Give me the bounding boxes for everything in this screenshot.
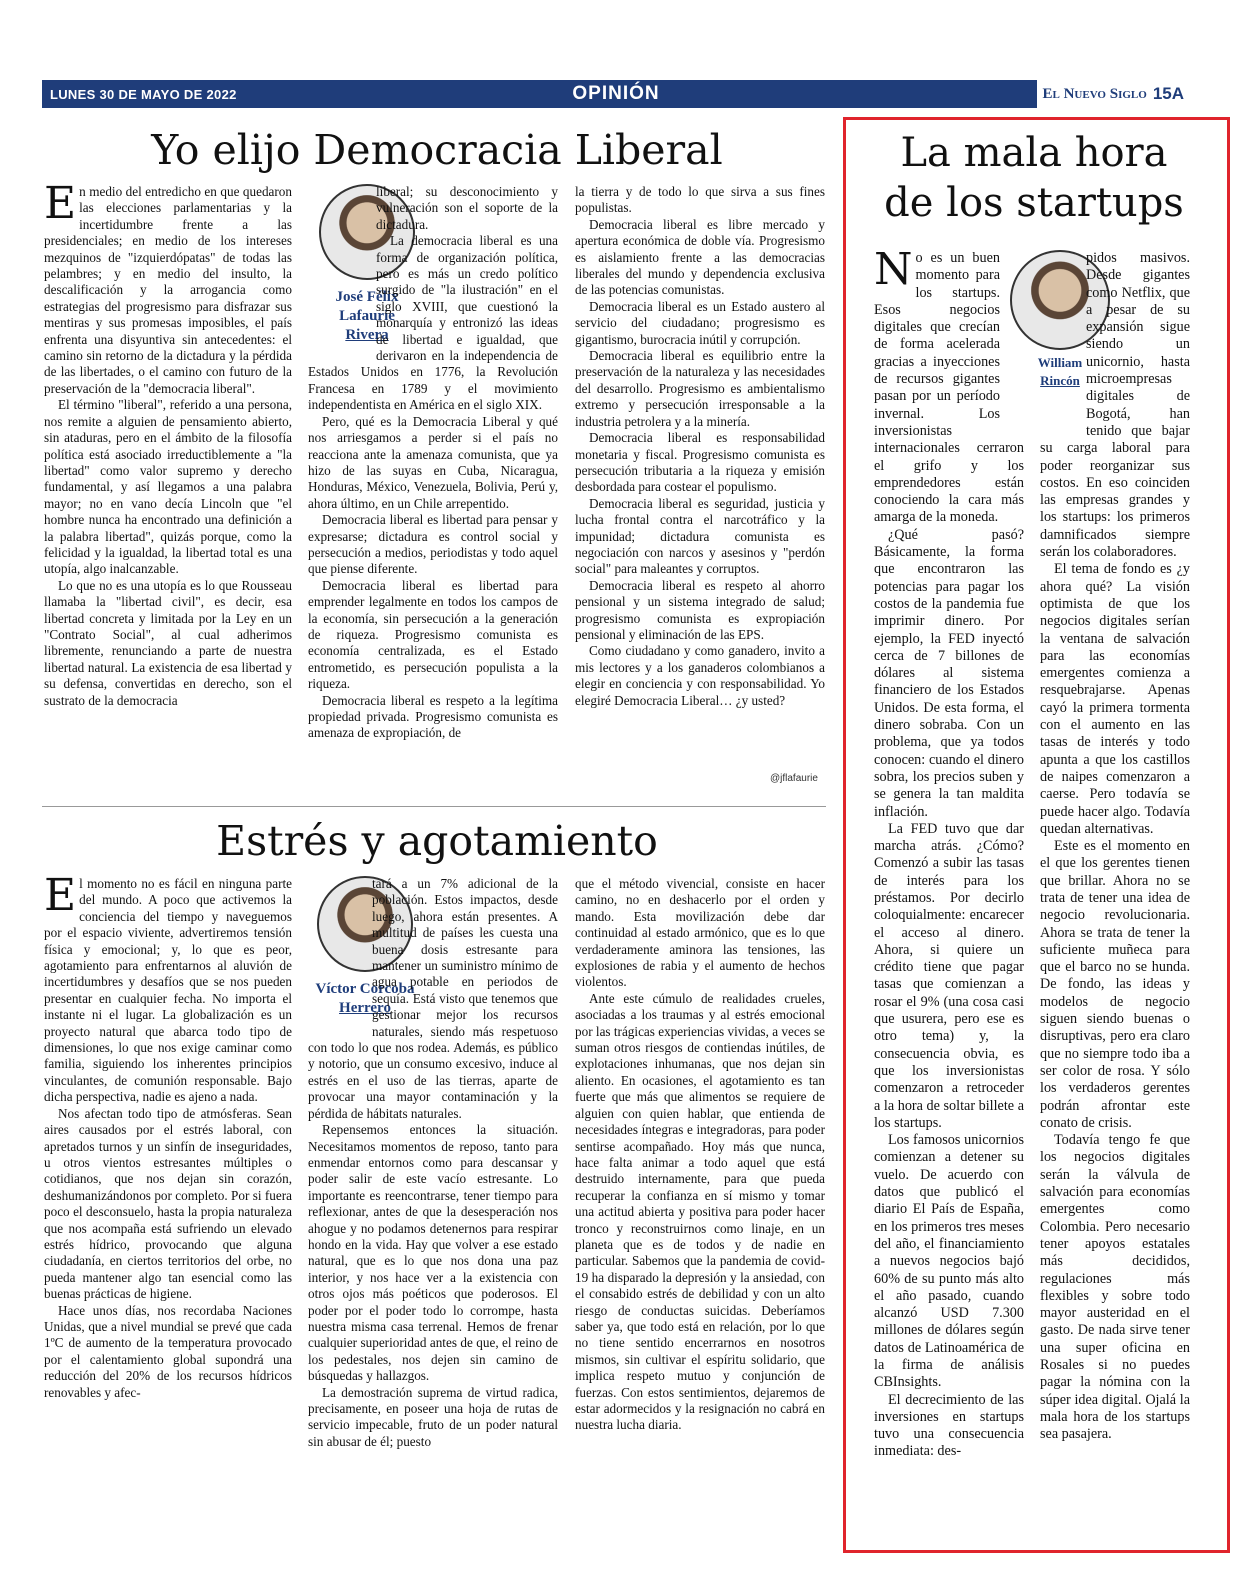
photo-spacer [292,184,376,354]
paragraph: La demostración suprema de virtud radica, precisamente, en poseer una hoja de rutas de servicio impecable, fruto de un poder natural sin abusar de él; puesto [308,1384,558,1449]
paragraph: Como ciudadano y como ganadero, invito a mis lectores y a los ganaderos colombianos a elegir en conciencia y con responsabilidad. Yo elegiré Democracia Liberal… ¿y usted? [575,643,825,708]
page-number: 15A [1152,84,1184,103]
paragraph: La FED tuvo que dar marcha atrás. ¿Cómo? Comenzó a subir las tasas de interés para los préstamos. Por decirlo coloquialmente: encarecer el acceso al dinero. Ahora, si quiere un crédito tiene que pagar tasas que comienzan a rosar el 9% (una cosa casi que usurera, pero ese es otro tema) y, la consecuencia obvia, es que los inversionistas comenzaron a retroceder a la hora de soltar billete a los startups. [874,820,1024,1131]
paragraph: Este es el momento en el que los gerentes tienen que brillar. Ahora no se trata de tener una idea de negocio revolucionaria. Ahora se trata de tener la suficiente muñeca para que el barco no se hunda. De fondo, las ideas y modelos de negocio siguen siendo buenas o disruptivas, pero era claro que no siempre todo iba a ser color de rosa. Y sólo los verdaderos gerentes podrán afrontar este conato de crisis. [1040,838,1190,1131]
paragraph: Democracia liberal es libertad para emprender legalmente en todos los campos de la economía, sin persecución a la generación de riqueza. Progresismo comunista es economía centralizada, es el Estado entrometido, es persecución populista a la riqueza. [308,577,558,692]
paragraph: Lo que no es una utopía es lo que Rousseau llamaba la "libertad civil", es decir, esa libertad concreta y limitada por la Ley en un "Contrato Social", al cual adherimos libremente, renunciando a parte de nuestra libertad natural. La existencia de esa libertad y su defensa, convertidas en derecho, son el sustrato de la democracia [44,577,292,708]
masthead [1037,80,1191,108]
paragraph: que el método vivencial, consiste en hacer camino, no en deshacerlo por el orden y mando. Esta movilización debe dar continuidad al estado armónico, que es lo que verdaderamente aminora las tensiones, las explosiones de rabia y el aumento de hechos violentos. [575,876,825,990]
paper-name: El Nuevo Siglo [1042,85,1147,102]
article-3-column-2 [1040,250,1190,1443]
article-2-column-1 [44,870,415,1401]
section-title: OPINIÓN [572,83,660,104]
photo-spacer [1038,250,1086,436]
paragraph: Pero, qué es la Democracia Liberal y qué nos arriesgamos a perder si el país no reacciona ante la amenaza comunista, que ya hizo de las suyas en Cuba, Nicaragua, Honduras, México, Venezuela, Bolivia, Perú y, ahora último, en un Chile arrepentido. [308,413,558,511]
paragraph: tará a un 7% adicional de la población. Estos impactos, desde luego, ahora están presentes. A multitud de países les cuesta una buena dosis estresante para mantener un suministro mínimo de agua potable en periodos de sequía. Está visto que tenemos que gestionar mejor los recursos naturales, siendo más respetuoso con todo lo que nos rodea. Además, es público y notorio, que un consumo excesivo, induce al estrés en el uso de las tierras, aparte de provocar una mayor contaminación y la pérdida de hábitats naturales. [308,876,558,1121]
paragraph: pidos masivos. Desde gigantes como Netflix, que a pesar de su expansión sigue siendo un unicornio, hasta microempresas digitales de Bogotá, han tenido que bajar su carga laboral para poder reorganizar sus costos. En eso coinciden las empresas grandes y los startups: los primeros damnificados siempre serán los colaboradores. [1040,250,1190,561]
paragraph: o es un buen momento para los startups. Esos negocios digitales que crecían de forma acelerada gracias a inyecciones de recursos gigantes pasan por un período invernal. Los inversionistas internacionales cerraron el grifo y los emprendedores están conociendo la cara más amarga de la moneda. [874,250,1024,526]
paragraph: n medio del entredicho en que quedaron las elecciones parlamentarias y la incertidumbre frente a las presidenciales; en medio de los intereses mezquinos de "izquierdópatas" de todas las pelambres; y en medio del insulto, la descalificación y la arrogancia como estrategias del progresismo para disfrazar sus mentiras y sus promesas imposibles, el país enfrenta una disyuntiva sin antecedentes: el camino sin retorno de la dictadura y la pérdida de las libertades, o el camino con futuro de la preservación de la "democracia liberal". [44,184,292,396]
article-2-column-3 [575,876,825,1434]
paragraph: Democracia liberal es un Estado austero al servicio del ciudadano; progresismo es gigantismo, burocracia inútil y corrupción. [575,298,825,347]
paragraph: l momento no es fácil en ninguna parte del mundo. A poco que activemos la conciencia del tiempo y naveguemos por el espacio viviente, advertiremos tensión física y emocional; y, lo que es peor, agotamiento para enfrentarnos al aluvión de incertidumbres y desafíos que se nos pueden presentar en cualquier fecha. No importa el instante ni el lugar. La globalización es un proyecto natural que abarca todo tipo de dimensiones, lo que nos exige caminar como familia, siguiendo los inherentes principios vinculantes, de comunión responsable. Bajo dicha perspectiva, nadie es ajeno a nada. [44,876,292,1105]
paragraph: Democracia liberal es libertad para pensar y expresarse; dictadura es control social y persecución a medios, periodistas y todo aquel que piense diferente. [308,512,558,577]
article-2-column-2 [308,876,558,1450]
article-1-column-2 [308,184,558,742]
article-divider [42,806,826,807]
article-1-dropcap: E [44,178,77,229]
paragraph: ¿Qué pasó? Básicamente, la forma que encontraron las potencias para pagar los costos de la pandemia fue imprimir dinero. Por ejemplo, la FED inyectó cerca de 7 billones de dólares al sistema financiero de los Estados Unidos. De esta forma, el dinero sobraba. Con un problema, que ya todos conocen: cuando el dinero sobra, los precios suben y se genera la tan maldita inflación. [874,526,1024,820]
paragraph: Los famosos unicornios comienzan a detener su vuelo. De acuerdo con datos que publicó el diario El País de España, en los primeros tres meses del año, el financiamiento a nuevos negocios bajó 60% de su punto más alto el año pasado, cuando alcanzó USD 7.300 millones de dólares según datos de Latinoamérica de la firma de análisis CBInsights. [874,1132,1024,1391]
paragraph: El tema de fondo es ¿y ahora qué? La visión optimista de que los negocios digitales serían la ventana de salvación para las economías emergentes comienza a resquebrajarse. Apenas cayó la primera tormenta con el aumento en las tasas de interés y todo apunta a que los castillos de naipes comenzaron a caerse. Pero todavía se puede hacer algo. Todavía quedan alternativas. [1040,561,1190,837]
issue-date: LUNES 30 DE MAYO DE 2022 [50,86,237,102]
paragraph: Democracia liberal es libre mercado y apertura económica de doble vía. Progresismo es aislamiento frente a las democracias liberales del mundo y dependencia exclusiva de las potencias comunistas. [575,216,825,298]
paragraph: Democracia liberal es respeto al ahorro pensional y un sistema integrado de salud; progresismo comunista es expropiación pensional y eliminación de las EPS. [575,577,825,642]
paragraph: Democracia liberal es seguridad, justicia y lucha frontal contra el narcotráfico y la impunidad; dictadura comunista es negociación con narcos y asesinos y "perdón social" para maleantes y corruptos. [575,495,825,577]
author-1-name: José Félix Lafaurie Rivera [335,289,399,343]
author-3-name: William Rincón [1037,355,1083,388]
article-1-title: Yo elijo Democracia Liberal [151,126,723,174]
article-1-column-3 [575,184,825,709]
paragraph: Ante este cúmulo de realidades crueles, asociadas a los traumas y al estrés emocional por las trágicas experiencias vividas, a veces se suman otros riesgos de contiendas inútiles, de explotaciones inhumanas, que nos dejan sin aliento. En ocasiones, el agotamiento es tan fuerte que más que alimentos se requiere de alguien con quien hablar, que entienda de necesidades íntegras e integradoras, para poder sentirse acompañado. Hoy más que nunca, hace falta animar a todo aquel que está destruido internamente, para que pueda recuperar la confianza en sí mismo y tomar una actitud abierta y positiva para poder hacer tronco y reconstruirnos como linaje, en un planeta que es de todos y de nadie en particular. Sabemos que la pandemia de covid-19 ha disparado la depresión y la ansiedad, con el consabido estrés de debilidad y con un alto riesgo de conductas suicidas. Deberíamos saber ya, que todo está en relación, por lo que no tiene sentido encerrarnos en nosotros mismos, sin cultivar el espíritu solidario, que implica respeto mutuo y conjunción de fuerzas. Con estos sentimientos, dejaremos de estar adormecidos y la resignación no cabrá en nuestra lucha diaria. [575,990,825,1433]
article-2-dropcap: E [44,870,77,921]
paragraph: Todavía tengo fe que los negocios digitales serán la válvula de salvación para economías emergentes como Colombia. Pero necesario tener apoyos estatales más decididos, regulaciones más flexibles y sobre todo mayor austeridad en el gasto. De nada sirve tener una super oficina en Rosales si no puedes pagar la nómina con la súper idea digital. Ojalá la mala hora de los startups sea pasajera. [1040,1132,1190,1443]
paragraph: Nos afectan todo tipo de atmósferas. Sean aires causados por el estrés laboral, con apretados turnos y un sinfín de inseguridades, u otros vientos estresantes múltiples o cotidianos, que nos dejan sin corazón, deshumanizándonos por completo. Por si fuera poco el desconsuelo, hasta la propia naturaleza que nos acompaña está sufriendo un elevado estrés hídrico, provocando que alguna ciudadanía, en ciertos territorios del orbe, no pueda mantener algo tan esencial como las buenas prácticas de higiene. [44,1105,292,1302]
article-3-column-1 [874,244,1083,1461]
author-1-handle: @jflafaurie [770,773,818,784]
paragraph: Democracia liberal es responsabilidad monetaria y fiscal. Progresismo comunista es persecución tributaria a la riqueza y emisión desbordada para costear el populismo. [575,430,825,495]
paragraph: El término "liberal", referido a una persona, nos remite a alguien de pensamiento abierto, sin ataduras, pero en el ámbito de la filosofía política está asociado irreductiblemente a "la libertad" como valor supremo y derecho fundamental, y así llegamos a una palabra mayor; no en vano decía Lincoln que "el hombre nunca ha encontrado una definición a la palabra libertad", quizás porque, como la felicidad y la igualdad, la libertad total es una utopía, algo inalcanzable. [44,397,292,577]
article-3-title: La mala hora de los startups [884,130,1184,226]
paragraph: Democracia liberal es equilibrio entre la preservación de la naturaleza y las necesidades del desarrollo. Progresismo es ambientalismo extremo y persecución irresponsable a la industria petrolera y a la minería. [575,348,825,429]
article-2-title: Estrés y agotamiento [216,817,658,865]
paragraph: liberal; su desconocimiento y vulneración son el soporte de la dictadura. [376,184,558,232]
paragraph: La democracia liberal es una forma de organización política, pero es más un credo político surgido de "la ilustración" en el siglo XVIII, que cuestionó la monarquía y entronizó las ideas de libertad e igualdad, que derivaron en la independencia de Estados Unidos en 1776, la Revolución Francesa en 1789 y el movimiento independentista en América en el siglo XIX. [308,233,558,413]
page-header [42,80,1190,108]
paragraph: Repensemos entonces la situación. Necesitamos momentos de reposo, tanto para enmendar entornos como para descansar y poder salir de este vacío estresante. Lo importante es reencontrarse, tener tiempo para reflexionar, antes de que la desesperación nos ahogue y no podamos detenernos para respirar hondo en la vida. Hay que volver a ese estado natural, que es lo que nos dona una paz interior, y nos hace ver a la existencia con otros ojos más poéticos que poderosos. El poder por el poder todo lo corrompe, hasta nuestra misma casa terrenal. Hemos de frenar cualquier superioridad antes de que, el reino de los pedestales, nos dejen sin camino de búsquedas y hallazgos. [308,1122,558,1384]
photo-spacer [292,876,372,1036]
paragraph: El decrecimiento de las inversiones en startups tuvo una consecuencia inmediata: des- [874,1391,1024,1460]
author-2-name: Víctor Corcoba Herrero [315,981,415,1016]
article-3-dropcap: N [874,244,913,295]
article-1-column-1 [44,178,399,709]
paragraph: la tierra y de todo lo que sirva a sus fines populistas. [575,184,825,216]
paragraph: Democracia liberal es respeto a la legítima propiedad privada. Progresismo comunista es amenaza de expropiación, de [308,692,558,741]
paragraph: Hace unos días, nos recordaba Naciones Unidas, que a nivel mundial se prevé que cada 1ºC de aumento de la temperatura provocado por el calentamiento global supondrá una reducción del 20% de los recursos hídricos renovables y afec- [44,1302,292,1400]
